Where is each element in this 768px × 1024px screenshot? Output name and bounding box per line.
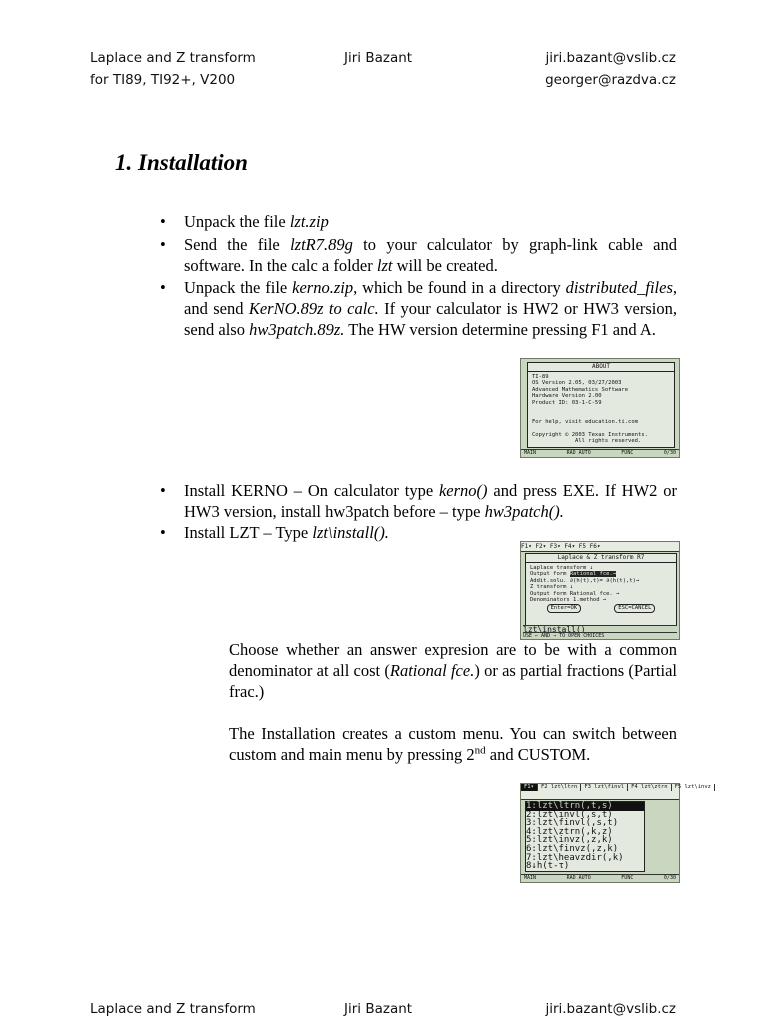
- install-hint-bar: USE ← AND → TO OPEN CHOICES: [523, 632, 677, 639]
- about-dialog: [527, 362, 675, 448]
- install-row-output-form: Output form Rational fce.→: [530, 571, 617, 578]
- paragraph-custom-menu: The Installation creates a custom menu. You can switch between custom and main menu by pressing 2nd and CUSTOM.: [229, 724, 677, 764]
- about-dialog-text: TI-89 OS Version 2.05, 03/27/2003 Advanced Mathematics Software Hardware Version 2.00 Product ID: 03-1-C-59 For help, visit education.ti.com Copyright © 2003 Texas Instruments. All rights reserved.: [532, 374, 648, 445]
- menu-tab-f1[interactable]: F1▾: [521, 784, 538, 791]
- menu-item-8[interactable]: 8↓h(t-τ): [526, 861, 570, 872]
- install-row-z: Z transform ↓: [530, 584, 574, 591]
- bullet-5-marker: •: [160, 523, 166, 542]
- bullet-5: Install LZT – Type lzt\install().: [184, 523, 389, 542]
- install-row-z-output: Output form Rational fce. →: [530, 590, 620, 597]
- menu-item-6[interactable]: 6:lzt\finvz(,z,k): [526, 843, 619, 854]
- bullet-2: Send the file lztR7.89g to your calculator by graph-link cable and software. In the calc a folder lzt will be created.: [184, 235, 677, 275]
- header-subtitle: for TI89, TI92+, V200: [90, 72, 236, 88]
- menu-status-bar: MAIN RAD AUTO FUNC 0/30: [521, 874, 679, 882]
- header-email-1[interactable]: jiri.bazant@vslib.cz: [545, 50, 676, 66]
- menu-tab-f2[interactable]: F2 lzt\ltrn: [538, 784, 581, 791]
- section-title: 1. Installation: [115, 150, 248, 175]
- install-toolbar: F1▾ F2▾ F3▾ F4▾ F5 F6▾: [521, 542, 679, 552]
- bullet-2-marker: •: [160, 235, 166, 254]
- header-author: Jiri Bazant: [344, 50, 413, 66]
- bullet-3-marker: •: [160, 278, 166, 297]
- esc-cancel-button[interactable]: ESC=CANCEL: [614, 604, 655, 612]
- install-row-addit: Addit.solu. ∂(h(t),t)= ∂(h(t),t)→: [530, 577, 640, 584]
- bullet-1-marker: •: [160, 212, 166, 231]
- bullet-4: Install KERNO – On calculator type kerno() and press EXE. If HW2 or HW3 version, install hw3patch before – type hw3patch().: [184, 481, 677, 521]
- enter-ok-button[interactable]: Enter=OK: [547, 604, 582, 612]
- menu-item-3[interactable]: 3:lzt\finvl(,s,t): [526, 818, 619, 829]
- bullet-1: Unpack the file lzt.zip: [184, 212, 329, 231]
- install-row-denominators: Denominators 1.method →: [530, 597, 607, 604]
- calculator-install-screenshot: [520, 541, 680, 640]
- menu-tab-f4[interactable]: F4 lzt\ztrn: [628, 784, 671, 791]
- menu-tab-f5[interactable]: F5 lzt\invz: [672, 784, 715, 791]
- menu-toolbar: [521, 784, 711, 800]
- menu-item-1[interactable]: 1:lzt\ltrn(,t,s): [526, 802, 644, 811]
- calculator-about-screenshot: [520, 358, 680, 458]
- header-left: [90, 47, 256, 91]
- bullet-3: Unpack the file kerno.zip, which be found in a directory distributed_files, and send KerNO.89z to calc. If your calculator is HW2 or HW3 version, send also hw3patch.89z. The HW version determine pressing F1 and A.: [184, 278, 677, 339]
- menu-list: [525, 801, 645, 872]
- footer-title: Laplace and Z transform: [90, 1001, 256, 1017]
- footer-author: Jiri Bazant: [344, 1001, 413, 1017]
- install-dialog: [525, 553, 677, 626]
- install-dialog-title: Laplace & Z transform R7: [526, 554, 676, 563]
- output-form-select[interactable]: Rational fce.→: [569, 571, 617, 578]
- menu-item-2[interactable]: 2:lzt\invl(,s,t): [526, 809, 613, 820]
- bullet-4-marker: •: [160, 481, 166, 500]
- install-command-line: lzt\install(): [523, 625, 677, 634]
- menu-item-5[interactable]: 5:lzt\invz(,z,k): [526, 835, 613, 846]
- menu-item-7[interactable]: 7:lzt\heavzdir(,k): [526, 852, 624, 863]
- menu-tab-f3[interactable]: F3 lzt\finvl: [581, 784, 628, 791]
- footer-email[interactable]: jiri.bazant@vslib.cz: [545, 1001, 676, 1017]
- install-dialog-rows: [526, 563, 676, 615]
- install-row-laplace: Laplace transform ↓: [530, 565, 593, 571]
- menu-item-4[interactable]: 4:lzt\ztrn(,k,z): [526, 826, 613, 837]
- calculator-menu-screenshot: [520, 783, 711, 883]
- paragraph-output-form: Choose whether an answer expresion are to be with a common denominator at all cost (Rational fce.) or as partial fractions (Partial frac.): [229, 640, 677, 701]
- header-emails: [545, 47, 676, 91]
- header-title: Laplace and Z transform: [90, 50, 256, 66]
- header-email-2[interactable]: georger@razdva.cz: [545, 72, 676, 88]
- about-status-bar: MAIN RAD AUTO FUNC 0/30: [521, 449, 679, 457]
- about-dialog-title: ABOUT: [528, 363, 674, 372]
